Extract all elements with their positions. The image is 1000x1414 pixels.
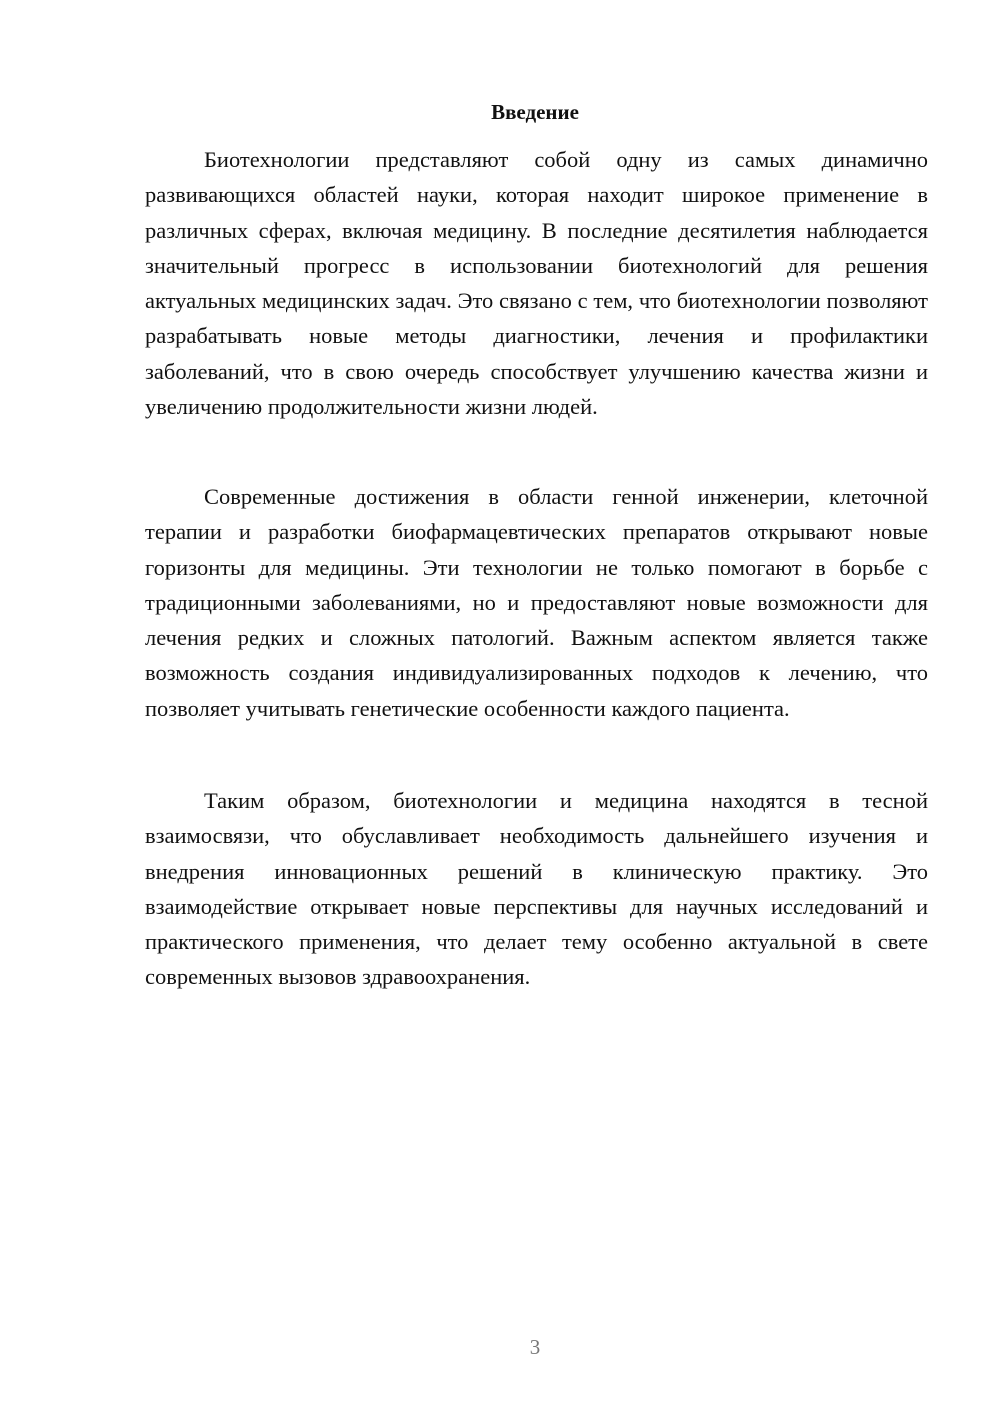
paragraph-3: Таким образом, биотехнологии и медицина находятся в тесной взаимосвязи, что обуславливает необходимость дальнейшего изучения и внедрения инновационных решений в клиническую практику. Это взаимодействие открывает новые перспективы для научных исследований и практического применения, что делает тему особенно актуальной в свете современных вызовов здравоохранения. (145, 788, 928, 990)
section-heading: Введение (491, 100, 579, 124)
page-number: 3 (529, 1335, 541, 1359)
paragraph-2: Современные достижения в области генной инженерии, клеточной терапии и разработки биофармацевтических препаратов открывают новые горизонты для медицины. Эти технологии не только помогают в борьбе с традиционными заболеваниями, но и предоставляют новые возможности для лечения редких и сложных патологий. Важным аспектом является также возможность создания индивидуализированных подходов к лечению, что позволяет учитывать генетические особенности каждого пациента. (145, 484, 928, 721)
paragraph-1: Биотехнологии представляют собой одну из самых динамично развивающихся областей науки, которая находит широкое применение в различных сферах, включая медицину. В последние десятилетия наблюдается значительный прогресс в использовании биотехнологий для решения актуальных медицинских задач. Это связано с тем, что биотехнологии позволяют разрабатывать новые методы диагностики, лечения и профилактики заболеваний, что в свою очередь способствует улучшению качества жизни и увеличению продолжительности жизни людей. (145, 147, 928, 420)
